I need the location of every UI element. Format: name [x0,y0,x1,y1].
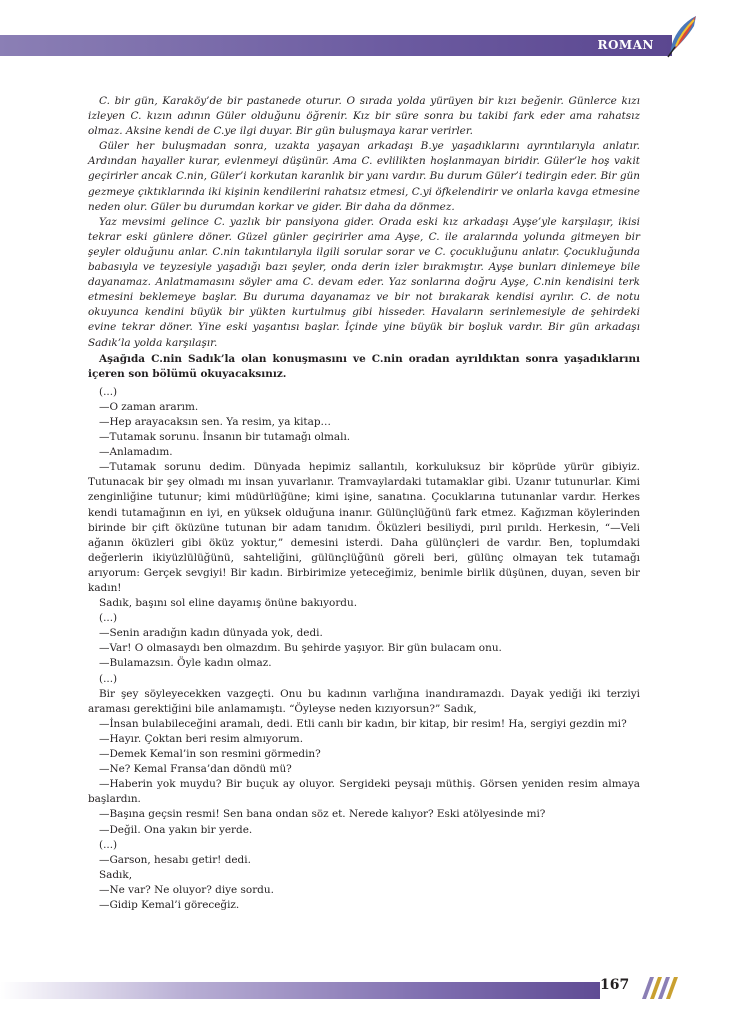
dialogue-line: —Başına geçsin resmi! Sen bana ondan söz et. Nerede kalıyor? Eski atölyesinde mi? [99,808,546,821]
dialogue-line: Sadık, [99,868,133,881]
dialogue-line: (...) [99,385,118,398]
footer-band [0,982,626,999]
dialogue-line: Sadık, başını sol eline dayamış önüne bakıyordu. [99,597,358,610]
dialogue-line: —Hayır. Çoktan beri resim almıyorum. [99,732,304,745]
dialogue-line: —Var! O olmasaydı ben olmazdım. Bu şehirde yaşıyor. Bir gün bulacam onu. [99,642,502,655]
dialogue-line: (...) [99,672,118,685]
dialogue-line: —Hep arayacaksın sen. Ya resim, ya kitap… [99,415,331,428]
header-band [0,35,672,56]
summary-paragraph: C. bir gün, Karaköy’de bir pastanede oturur. O sırada yolda yürüyen bir kızı beğenir. Günlerce kızı izleyen C. kızın adının Güler olduğunu öğrenir. Kız bir süre sonra bu takibi fark eder ama rahatsız olmaz. Aksine kendi de C.ye ilgi duyar. Bir gün buluşmaya karar verirler. [88,95,640,138]
dialogue-line: (...) [99,612,118,625]
dialogue-line: —Tutamak sorunu dedim. Dünyada hepimiz sallantılı, korkuluksuz bir köprüde yürür gibiyiz. Tutunacak bir şey olmadı mı insan yuvarlanır. Tramvaylardaki tutamaklar gibi. Uzanır tutunurlar. Kimi zenginliğine tutunur; kimi müdürlüğüne; kimi işine, sanatına. Çocuklarına tutunanlar vardır. Herkes kendi tutamağının en iyi, en yüksek olduğuna inanır. Gülünçlüğünü fark etmez. Kağızman köylerinden birinde bir çift öküzüne tutunan bir adam tanıdım. Öküzleri besiliydi, pırıl pırıldı. Herkesin, “—Veli ağanın öküzleri gibi öküz yoktur,” demesini isterdi. Daha gülünçleri de vardır. Ben, toplumdaki değerlerin ikiyüzlülüğünü, sahteliğini, gülünçlüğünü göreli beri, gülünç olmayan tek tutamağı arıyorum: Gerçek sevgiyi! Bir kadın. Birbirimize yeteceğimiz, benimle birlik düşünen, duyan, seven bir kadın! [88,461,640,594]
dialogue-line: —Senin aradığın kadın dünyada yok, dedi. [99,627,323,640]
dialogue-line: (...) [99,838,118,851]
dialogue-line: —Tutamak sorunu. İnsanın bir tutamağı olmalı. [99,431,351,444]
dialogue-line: —Anlamadım. [99,446,173,459]
section-title: ROMAN [597,38,654,52]
dialogue-line: —Ne var? Ne oluyor? diye sordu. [99,883,274,896]
dialogue-line: —O zaman ararım. [99,400,199,413]
page-content [88,94,640,913]
dialogue-line: —Gidip Kemal’i göreceğiz. [99,898,240,911]
summary-paragraph: Güler her buluşmadan sonra, uzakta yaşayan arkadaşı B.ye yaşadıklarını ayrıntılarıyla anlatır. Ardından hayaller kurar, evlenmeyi düşünür. Ama C. evlilikten hoşlanmayan biridir. Güler’le hoş vakit geçirirler ancak C.nin, Güler’i korkutan karanlık bir yanı vardır. Bu durum Güler’i tedirgin eder. Bir gün gezmeye çıktıklarında iki kişinin kendilerini rahatsız etmesi, C.yi öfkelendirir ve onlarla kavga etmesine neden olur. Güler bu durumdan korkar ve gider. Bir daha da dönmez. [88,140,640,213]
dialogue-line: —Ne? Kemal Fransa’dan döndü mü? [99,763,292,776]
dialogue-line: —Haberin yok muydu? Bir buçuk ay oluyor. Sergideki peysajı müthiş. Görsen yeniden resim almaya başlardın. [88,778,640,806]
dialogue-line: —Bulamazsın. Öyle kadın olmaz. [99,657,272,670]
dialogue-line: —İnsan bulabileceğini aramalı, dedi. Etli canlı bir kadın, bir kitap, bir resim! Ha, sergiyi gezdin mi? [99,717,627,730]
page-number: 167 [600,977,630,993]
dialogue-line: —Demek Kemal’in son resmini görmedin? [99,748,321,761]
dialogue-line: —Garson, hesabı getir! dedi. [99,853,251,866]
dialogue-line: —Değil. Ona yakın bir yerde. [99,823,253,836]
dialogue-line: Bir şey söyleyecekken vazgeçti. Onu bu kadının varlığına inandıramazdı. Dayak yediği iki terziyi araması gerektiğini bile anlamamıştı. “Öyleyse neden kızıyorsun?” Sadık, [88,687,640,715]
decorative-stripes-icon [640,975,682,1001]
quill-feather-icon [666,14,700,58]
reading-instruction: Aşağıda C.nin Sadık’la olan konuşmasını ve C.nin oradan ayrıldıktan sonra yaşadıklarını içeren son bölümü okuyacaksınız. [88,352,640,380]
summary-paragraph: Yaz mevsimi gelince C. yazlık bir pansiyona gider. Orada eski kız arkadaşı Ayşe’yle karşılaşır, ikisi tekrar eski günlere döner. Güzel günler geçirirler ama Ayşe, C. ile aralarında yolunda gitmeyen bir şeyler olduğunu anlar. C.nin takıntılarıyla ilgili sorular sorar ve C. çocukluğunu anlatır. Çocukluğunda babasıyla ve teyzesiyle yaşadığı bazı şeyler, onda derin izler bırakmıştır. Ayşe bunları dinlemeye bile dayanamaz. Anlatmamasını söyler ama C. devam eder. Yaz sonlarına doğru Ayşe, C.nin kendisini terk etmesini beklemeye başlar. Bu duruma dayanamaz ve bir not bırakarak kendisi ayrılır. C. de notu okuyunca kendini büyük bir yükten kurtulmuş gibi hisseder. Havaların serinlemesiyle de şehirdeki evine tekrar döner. Yine eski yaşantısı başlar. İçinde yine büyük bir boşluk vardır. Bir gün arkadaşı Sadık’la yolda karşılaşır. [88,215,640,349]
